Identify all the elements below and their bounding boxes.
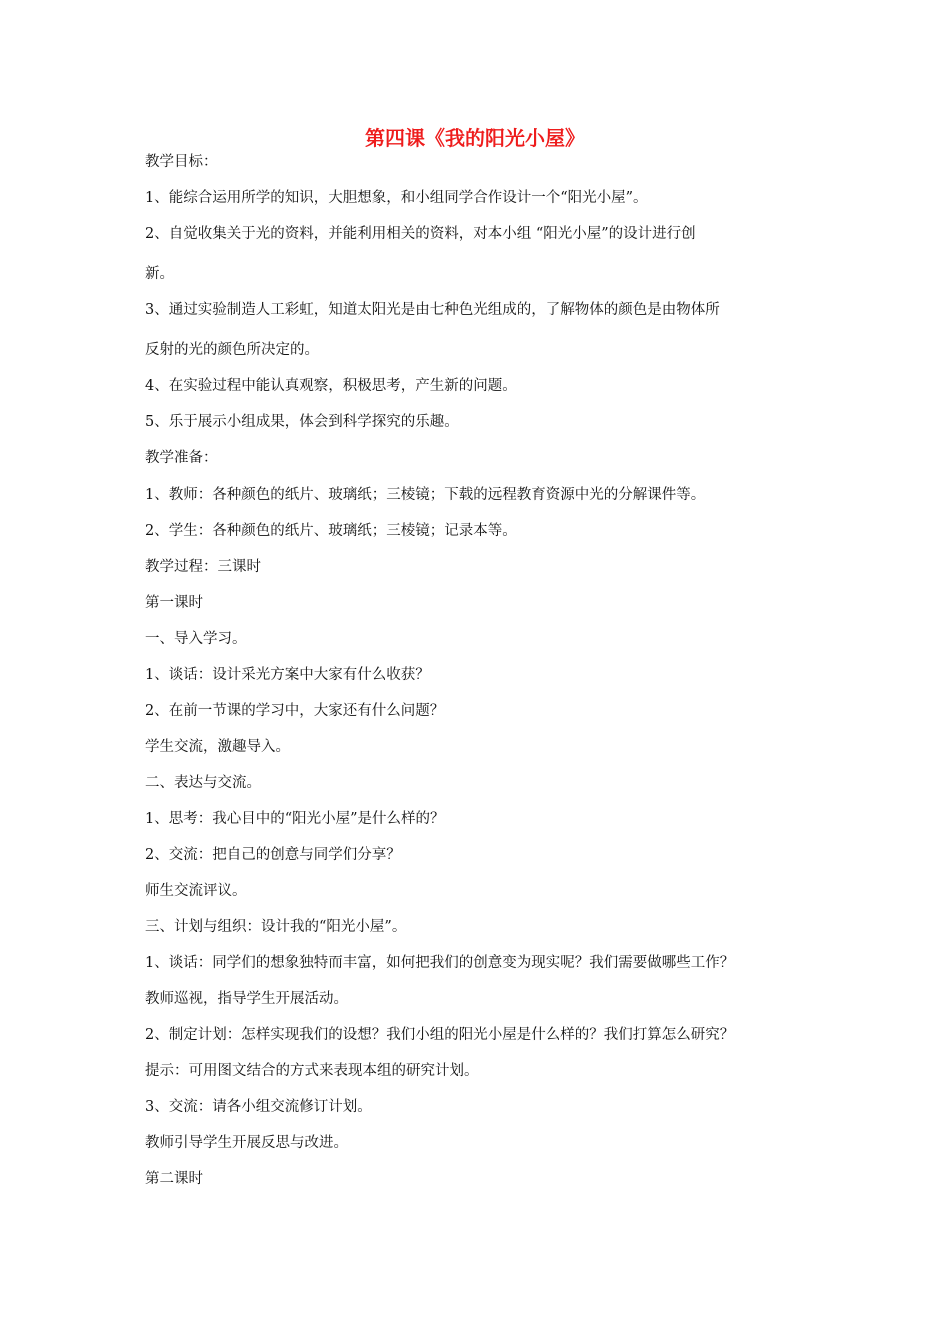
paragraph-line: 二、表达与交流。 — [145, 775, 261, 791]
paragraph-line: 教师巡视，指导学生开展活动。 — [145, 991, 348, 1007]
paragraph-line: 教师引导学生开展反思与改进。 — [145, 1135, 348, 1151]
paragraph-line: 2、自觉收集关于光的资料，并能利用相关的资料，对本小组 “阳光小屋”的设计进行创 — [145, 226, 696, 242]
paragraph-line: 新。 — [145, 266, 174, 282]
paragraph-line: 第二课时 — [145, 1171, 203, 1187]
paragraph-line: 3、交流：请各小组交流修订计划。 — [145, 1099, 372, 1115]
paragraph-line: 一、导入学习。 — [145, 631, 247, 647]
paragraph-line: 反射的光的颜色所决定的。 — [145, 342, 319, 358]
paragraph-line: 教学目标： — [145, 154, 218, 170]
paragraph-line: 3、通过实验制造人工彩虹，知道太阳光是由七种色光组成的，了解物体的颜色是由物体所 — [145, 302, 720, 318]
paragraph-line: 师生交流评议。 — [145, 883, 247, 899]
paragraph-line: 2、在前一节课的学习中，大家还有什么问题？ — [145, 703, 445, 719]
paragraph-line: 1、谈话：设计采光方案中大家有什么收获？ — [145, 667, 430, 683]
paragraph-line: 教学准备： — [145, 450, 218, 466]
paragraph-line: 三、计划与组织：设计我的“阳光小屋”。 — [145, 919, 407, 935]
paragraph-line: 4、在实验过程中能认真观察，积极思考，产生新的问题。 — [145, 378, 517, 394]
paragraph-line: 1、教师：各种颜色的纸片、玻璃纸；三棱镜；下载的远程教育资源中光的分解课件等。 — [145, 487, 706, 503]
paragraph-line: 第一课时 — [145, 595, 203, 611]
paragraph-line: 2、交流：把自己的创意与同学们分享？ — [145, 847, 401, 863]
paragraph-line: 1、思考：我心目中的“阳光小屋”是什么样的？ — [145, 811, 445, 827]
paragraph-line: 2、学生：各种颜色的纸片、玻璃纸；三棱镜；记录本等。 — [145, 523, 517, 539]
paragraph-line: 2、制定计划：怎样实现我们的设想？我们小组的阳光小屋是什么样的？我们打算怎么研究？ — [145, 1027, 735, 1043]
document-title: 第四课《我的阳光小屋》 — [365, 126, 585, 150]
paragraph-line: 5、乐于展示小组成果，体会到科学探究的乐趣。 — [145, 414, 459, 430]
paragraph-line: 学生交流，激趣导入。 — [145, 739, 290, 755]
paragraph-line: 1、能综合运用所学的知识，大胆想象，和小组同学合作设计一个“阳光小屋”。 — [145, 190, 648, 206]
paragraph-line: 教学过程：三课时 — [145, 559, 261, 575]
paragraph-line: 提示：可用图文结合的方式来表现本组的研究计划。 — [145, 1063, 479, 1079]
paragraph-line: 1、谈话：同学们的想象独特而丰富，如何把我们的创意变为现实呢？我们需要做哪些工作？ — [145, 955, 735, 971]
